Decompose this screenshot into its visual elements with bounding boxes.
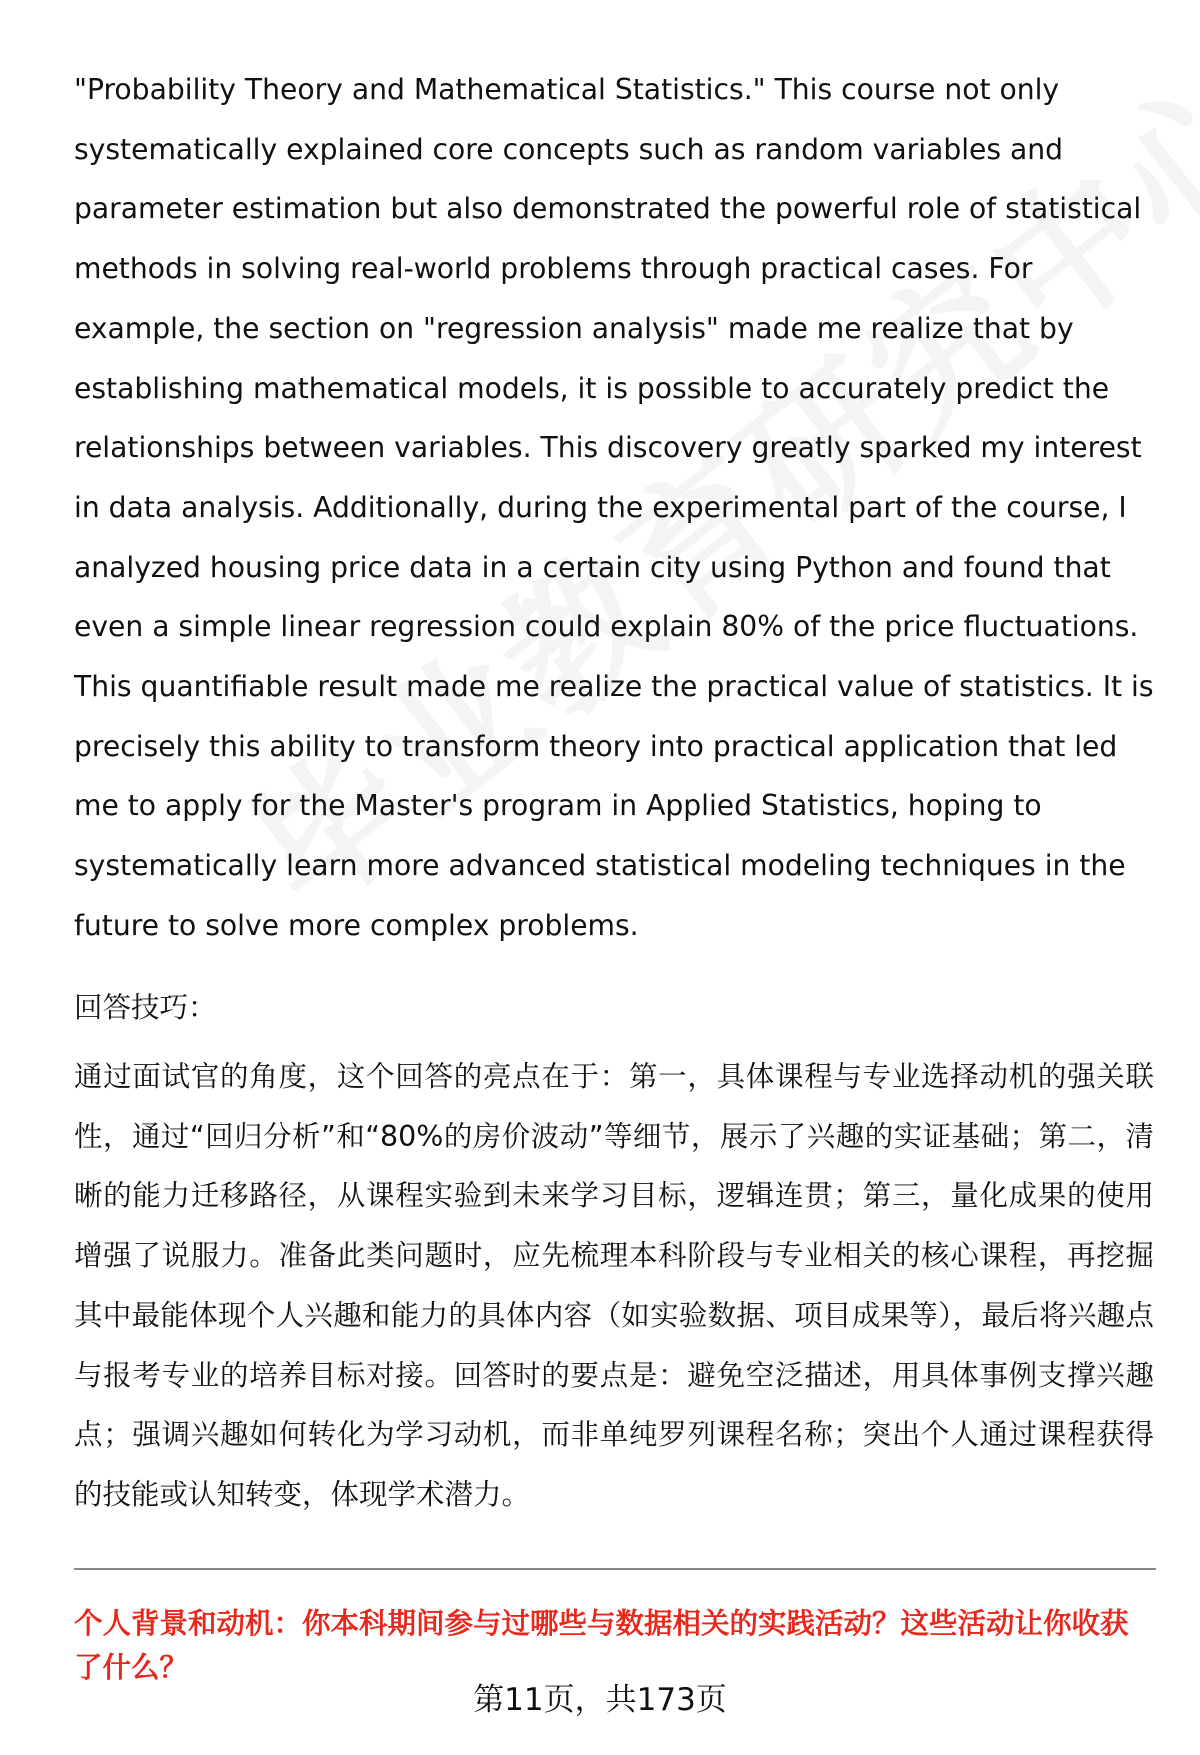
tips-paragraph: 通过面试官的角度，这个回答的亮点在于：第一，具体课程与专业选择动机的强关联性，通过“回归分析”和“80%的房价波动”等细节，展示了兴趣的实证基础；第二，清晰的能力迁移路径，从课程实验到未来学习目标，逻辑连贯；第三，量化成果的使用增强了说服力。准备此类问题时，应先梳理本科阶段与专业相关的核心课程，再挖掘其中最能体现个人兴趣和能力的具体内容（如实验数据、项目成果等），最后将兴趣点与报考专业的培养目标对接。回答时的要点是：避免空泛描述，用具体事例支撑兴趣点；强调兴趣如何转化为学习动机，而非单纯罗列课程名称；突出个人通过课程获得的技能或认知转变，体现学术潜力。	[74, 1060, 1154, 1511]
tips-heading: 回答技巧：	[74, 991, 217, 1024]
page-number: 第11页，共173页	[473, 1682, 727, 1718]
next-question-heading: 个人背景和动机：你本科期间参与过哪些与数据相关的实践活动？这些活动让你收获了什么？	[74, 1607, 1129, 1684]
answer-paragraph: "Probability Theory and Mathematical Statistics." This course not only systematically explained core concepts such as random variables and parameter estimation but also demonstrated the powerful role of statistical methods in solving real-world problems through practical cases. For example, the section on "regression analysis" made me realize that by establishing mathematical models, it is possible to accurately predict the relationships between variables. This discovery greatly sparked my interest in data analysis. Additionally, during the experimental part of the course, I analyzed housing price data in a certain city using Python and found that even a simple linear regression could explain 80% of the price fluctuations. This quantifiable result made me realize the practical value of statistics. It is precisely this ability to transform theory into practical application that led me to apply for the Master's program in Applied Statistics, hoping to systematically learn more advanced statistical modeling techniques in the future to solve more complex problems.	[74, 73, 1154, 942]
section-divider	[74, 1568, 1156, 1570]
